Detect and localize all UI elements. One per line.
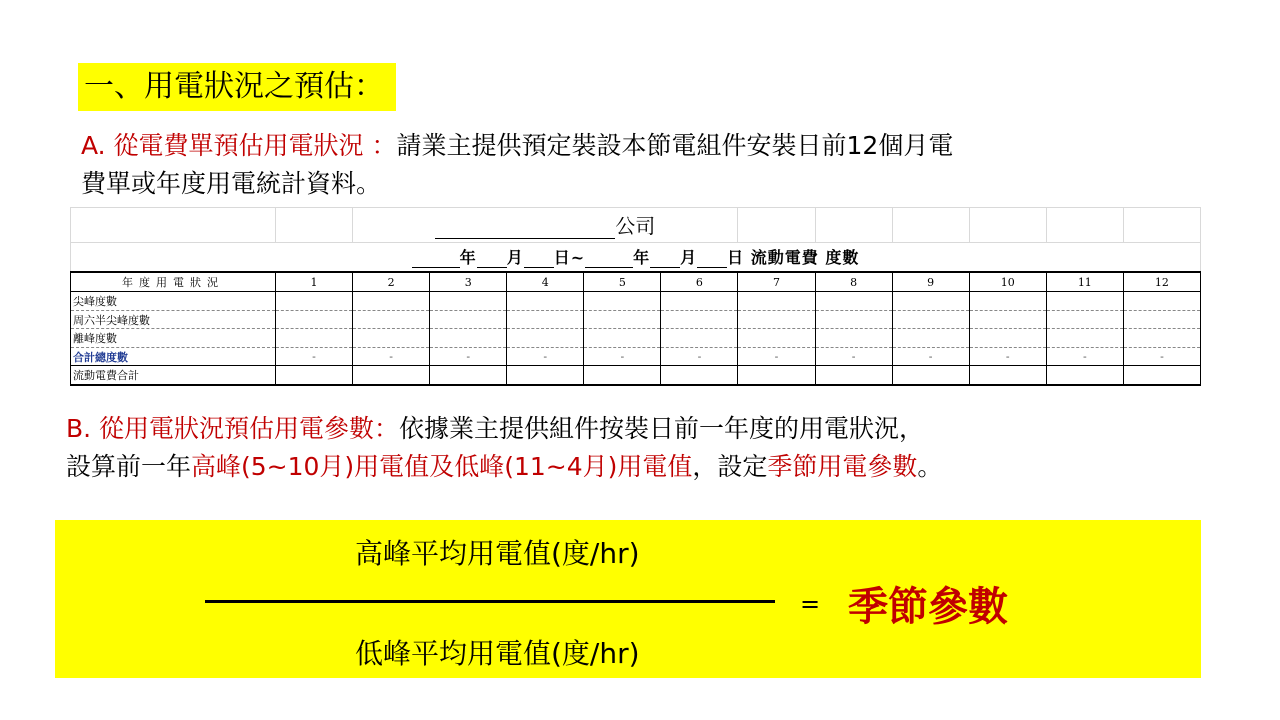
month-header: 3 bbox=[430, 272, 507, 292]
table-cell bbox=[507, 329, 584, 348]
table-cell bbox=[430, 329, 507, 348]
table-cell bbox=[276, 366, 353, 385]
table-cell bbox=[815, 329, 892, 348]
table-cell bbox=[738, 366, 815, 385]
table-cell bbox=[738, 310, 815, 329]
table-row bbox=[71, 329, 1201, 348]
section-b-title: B. 從用電狀況預估用電參數： bbox=[66, 414, 400, 443]
table-cell: - bbox=[738, 347, 815, 366]
table-cell: - bbox=[815, 347, 892, 366]
table-cell: - bbox=[661, 347, 738, 366]
table-row bbox=[71, 347, 1201, 366]
table-cell bbox=[1046, 329, 1123, 348]
table-cell: - bbox=[1123, 347, 1200, 366]
table-cell bbox=[892, 292, 969, 311]
month-header: 8 bbox=[815, 272, 892, 292]
section-heading: 一、用電狀況之預估： bbox=[78, 63, 396, 111]
table-cell bbox=[969, 310, 1046, 329]
month-header: 12 bbox=[1123, 272, 1200, 292]
month-header: 1 bbox=[276, 272, 353, 292]
row-label: 尖峰度數 bbox=[71, 292, 276, 311]
equals-sign: = bbox=[800, 590, 821, 618]
month-header: 4 bbox=[507, 272, 584, 292]
table-cell: - bbox=[969, 347, 1046, 366]
table-cell: - bbox=[507, 347, 584, 366]
table-cell bbox=[430, 292, 507, 311]
table-row bbox=[71, 366, 1201, 385]
table-cell bbox=[1046, 310, 1123, 329]
month-header: 7 bbox=[738, 272, 815, 292]
table-cell: - bbox=[892, 347, 969, 366]
table-cell bbox=[815, 292, 892, 311]
table-cell bbox=[507, 310, 584, 329]
table-cell bbox=[892, 310, 969, 329]
formula-box bbox=[55, 520, 1201, 678]
table-cell bbox=[969, 292, 1046, 311]
company-blank bbox=[435, 216, 615, 239]
table-row bbox=[71, 310, 1201, 329]
row-label: 流動電費合計 bbox=[71, 366, 276, 385]
table-cell bbox=[276, 329, 353, 348]
table-cell bbox=[738, 292, 815, 311]
table-cell bbox=[1123, 310, 1200, 329]
section-a-paragraph bbox=[81, 127, 953, 203]
table-cell bbox=[892, 329, 969, 348]
month-header: 9 bbox=[892, 272, 969, 292]
seasonal-param-text: 季節用電參數 bbox=[767, 452, 918, 481]
section-a-text-line1: 請業主提供預定裝設本節電組件安裝日前12個月電 bbox=[396, 131, 954, 160]
table-cell bbox=[661, 292, 738, 311]
table-cell bbox=[892, 366, 969, 385]
table-cell bbox=[584, 310, 661, 329]
table-cell bbox=[1123, 366, 1200, 385]
month-header: 2 bbox=[353, 272, 430, 292]
table-cell bbox=[1123, 329, 1200, 348]
formula-numerator: 高峰平均用電值(度/hr) bbox=[355, 537, 640, 570]
month-header: 10 bbox=[969, 272, 1046, 292]
table-cell bbox=[969, 366, 1046, 385]
table-cell bbox=[276, 292, 353, 311]
section-b-line1: 依據業主提供組件按裝日前一年度的用電狀況， bbox=[399, 414, 925, 443]
table-cell bbox=[1123, 292, 1200, 311]
table-cell bbox=[430, 310, 507, 329]
section-b-paragraph: B. 從用電狀況預估用電參數：依據業主提供組件按裝日前一年度的用電狀況， 設算前一年高峰(5~10月)用電值及低峰(11~4月)用電值，設定季節用電參數。 bbox=[66, 414, 943, 481]
table-body bbox=[71, 292, 1201, 385]
table-cell bbox=[507, 292, 584, 311]
company-name-cell bbox=[353, 208, 738, 243]
table-cell bbox=[661, 329, 738, 348]
table-cell bbox=[815, 310, 892, 329]
month-header: 11 bbox=[1046, 272, 1123, 292]
formula-denominator: 低峰平均用電值(度/hr) bbox=[355, 637, 640, 670]
table-date-row bbox=[71, 242, 1201, 271]
row-header-label: 年度用電狀況 bbox=[71, 272, 276, 292]
formula-result: 季節參數 bbox=[848, 584, 1008, 630]
table-cell bbox=[584, 292, 661, 311]
table-cell bbox=[661, 310, 738, 329]
table-subtitle: 流動電費 度數 bbox=[750, 248, 860, 268]
table-cell: - bbox=[353, 347, 430, 366]
date-range-cell: 年 月 日~ 年 月 日 流動電費 度數 bbox=[71, 242, 1201, 271]
table-cell: - bbox=[584, 347, 661, 366]
fraction-line bbox=[205, 600, 775, 603]
row-label: 離峰度數 bbox=[71, 329, 276, 348]
month-header: 6 bbox=[661, 272, 738, 292]
table-cell bbox=[353, 310, 430, 329]
company-label: 公司 bbox=[615, 214, 656, 239]
table-cell bbox=[1046, 292, 1123, 311]
peak-offpeak-text: 高峰(5~10月)用電值及低峰(11~4月)用電值 bbox=[191, 452, 693, 481]
electricity-table bbox=[70, 207, 1201, 386]
table-row bbox=[71, 292, 1201, 311]
row-label: 周六半尖峰度數 bbox=[71, 310, 276, 329]
table-cell bbox=[738, 329, 815, 348]
row-label: 合計總度數 bbox=[71, 347, 276, 366]
table-cell bbox=[1046, 366, 1123, 385]
table-header-row bbox=[71, 272, 1201, 292]
table-cell bbox=[353, 292, 430, 311]
table-cell bbox=[584, 366, 661, 385]
table-cell: - bbox=[276, 347, 353, 366]
table-cell bbox=[584, 329, 661, 348]
table-cell bbox=[815, 366, 892, 385]
table-cell bbox=[276, 310, 353, 329]
table-cell bbox=[430, 366, 507, 385]
table-cell bbox=[353, 329, 430, 348]
month-header: 5 bbox=[584, 272, 661, 292]
table-top-row bbox=[71, 208, 1201, 243]
section-a-title: A. 從電費單預估用電狀況 ： bbox=[81, 131, 397, 160]
table-cell bbox=[969, 329, 1046, 348]
table-cell: - bbox=[1046, 347, 1123, 366]
table-cell bbox=[661, 366, 738, 385]
table-cell: - bbox=[430, 347, 507, 366]
table-cell bbox=[353, 366, 430, 385]
table-cell bbox=[507, 366, 584, 385]
section-a-text-line2: 費單或年度用電統計資料。 bbox=[81, 169, 382, 198]
